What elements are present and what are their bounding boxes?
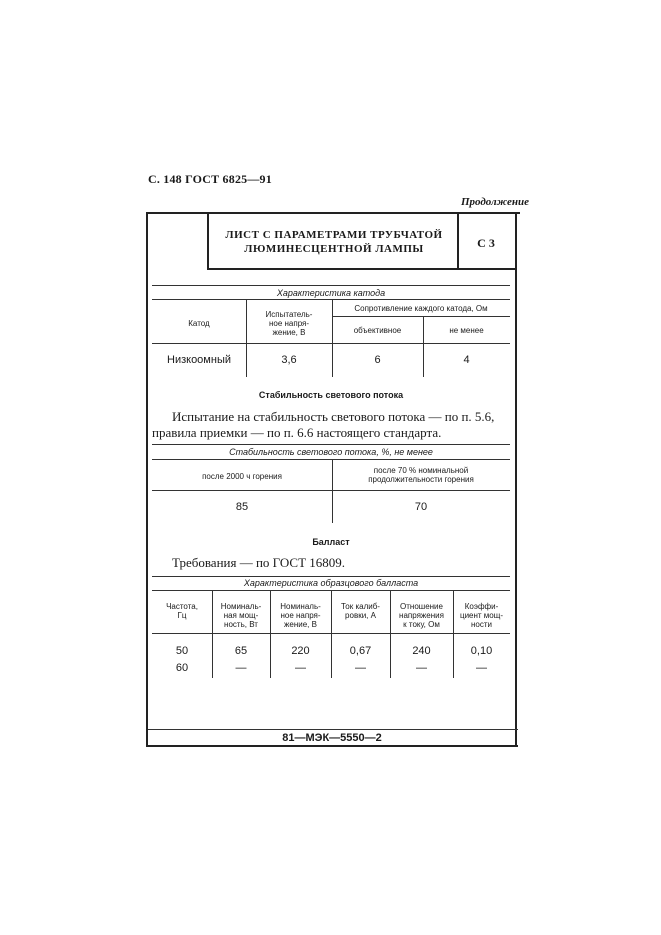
col-after-2000: после 2000 ч горения bbox=[202, 472, 282, 481]
ballast-cell: 50 bbox=[175, 645, 189, 657]
continuation-label: Продолжение bbox=[460, 196, 529, 208]
ballast-cell: — bbox=[295, 662, 306, 674]
cell-min: 4 bbox=[463, 354, 470, 366]
col-cathode: Катод bbox=[188, 319, 210, 328]
sheet-code: С 3 bbox=[477, 236, 495, 250]
cell-after-70: 70 bbox=[414, 501, 428, 513]
stability-paragraph: Испытание на стабильность светового потока — по п. 5.6, правила приемки — по п. 6.6 настоящего стандарта. bbox=[152, 409, 495, 440]
sheet-title bbox=[210, 228, 458, 256]
stability-table-caption: Стабильность светового потока, %, не менее bbox=[229, 447, 433, 457]
col-resistance: Сопротивление каждого катода, Ом bbox=[354, 304, 488, 313]
ballast-col-header: Отношение напряжения к току, Ом bbox=[399, 602, 444, 629]
cell-cathode: Низкоомный bbox=[167, 354, 231, 366]
footer-code: 81—МЭК—5550—2 bbox=[282, 732, 382, 744]
ballast-col-header: Коэффи- циент мощ- ности bbox=[460, 602, 503, 629]
cell-voltage: 3,6 bbox=[281, 354, 297, 366]
cell-after-2000: 85 bbox=[235, 501, 249, 513]
ballast-cell: 0,67 bbox=[349, 645, 372, 657]
ballast-cell: 0,10 bbox=[470, 645, 493, 657]
ballast-cell: 240 bbox=[412, 645, 431, 657]
ballast-paragraph: Требования — по ГОСТ 16809. bbox=[172, 555, 346, 570]
ballast-cell: — bbox=[476, 662, 487, 674]
ballast-cell: 65 bbox=[234, 645, 248, 657]
col-objective: объективное bbox=[353, 326, 402, 335]
ballast-col-header: Номиналь- ное напря- жение, В bbox=[280, 602, 321, 629]
ballast-cell: — bbox=[355, 662, 366, 674]
ballast-col-header: Номиналь- ная мощ- ность, Вт bbox=[220, 602, 262, 629]
ballast-table-caption: Характеристика образцового балласта bbox=[243, 578, 419, 588]
page-reference: С. 148 ГОСТ 6825—91 bbox=[148, 172, 272, 186]
cell-objective: 6 bbox=[374, 354, 381, 366]
stability-heading: Стабильность светового потока bbox=[258, 390, 404, 400]
col-min: не менее bbox=[449, 326, 484, 335]
cathode-table-caption: Характеристика катода bbox=[276, 288, 386, 298]
ballast-heading: Балласт bbox=[312, 537, 350, 547]
ballast-cell: — bbox=[235, 662, 247, 674]
ballast-col-header: Частота, Гц bbox=[166, 602, 198, 620]
sheet-title-line-2: ЛЮМИНЕСЦЕНТНОЙ ЛАМПЫ bbox=[244, 243, 424, 255]
ballast-cell: 220 bbox=[291, 645, 310, 657]
col-after-70: после 70 % номинальной продолжительности горения bbox=[368, 466, 474, 484]
ballast-cell: — bbox=[416, 662, 427, 674]
sheet-title-line-1: ЛИСТ С ПАРАМЕТРАМИ ТРУБЧАТОЙ bbox=[225, 229, 443, 241]
col-test-voltage: Испытатель- ное напря- жение, В bbox=[265, 310, 313, 337]
ballast-cell: 60 bbox=[175, 662, 189, 674]
ballast-col-header: Ток калиб- ровки, А bbox=[341, 602, 380, 620]
